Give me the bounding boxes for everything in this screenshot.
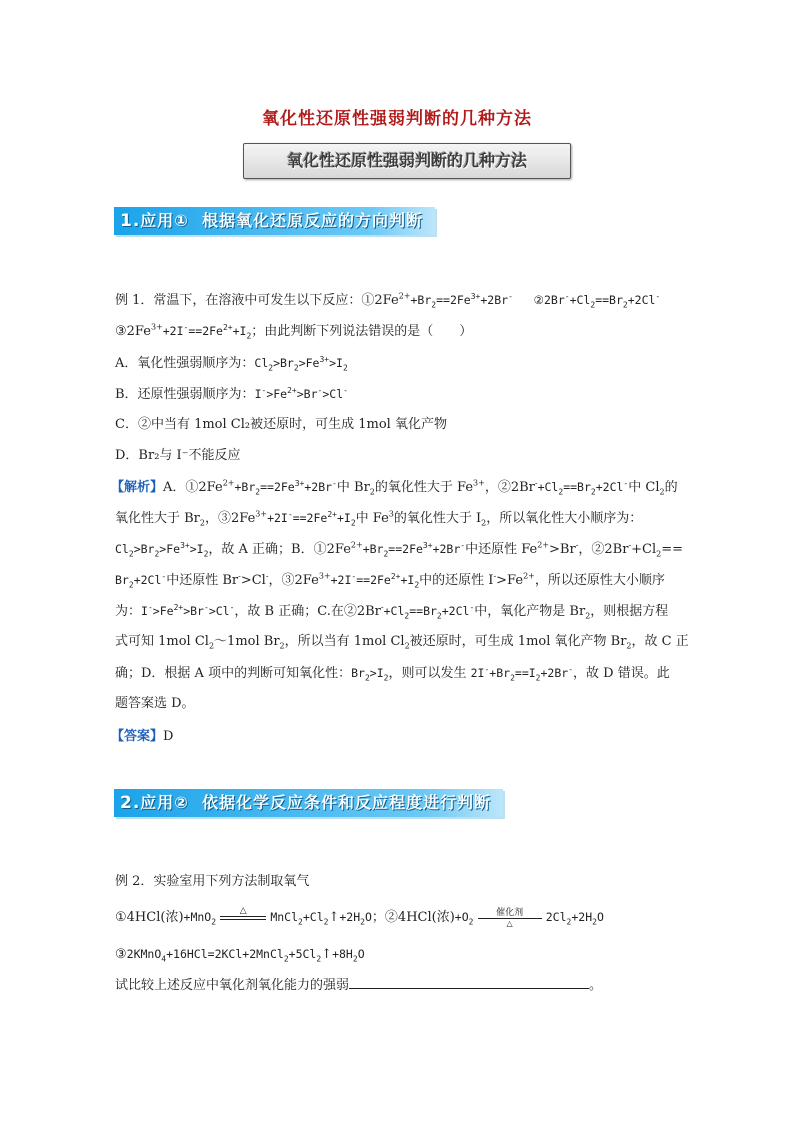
example1-option-d: D．Br₂与 I⁻不能反应 — [115, 448, 241, 463]
analysis-line1: 【解析】A．$①2Fe^{2+}+Br_2==2Fe^{3+}+2Br^-$中 $Br_2$的氧化性大于 $Fe^{3+}$，$②2Br^-+Cl_2==Br_2+2Cl^-$中 $Cl_2$的 — [111, 478, 678, 497]
analysis-line3: $Cl_2>Br_2>Fe^{3+}>I_2$，故 A 正确；B．$①2Fe^{2+}+Br_2==2Fe^{3+}+2Br^-$中还原性 $Fe^{2+}>Br^-$，$②2Br^-+Cl_2==$ — [115, 540, 684, 559]
analysis-line7: 确；D．根据 A 项中的判断可知氧化性：$Br_2>I_2$，则可以发生 $2I^-+Br_2==I_2+2Br^-$，故 D 错误。此 — [115, 665, 670, 683]
example2-question — [115, 976, 602, 995]
section-label: 应用① — [140, 211, 189, 230]
analysis-tag: 【解析】 — [111, 480, 164, 495]
answer-blank[interactable] — [349, 976, 589, 989]
option-b-label: B．还原性强弱顺序为： — [115, 387, 255, 402]
option-a-label: A．氧化性强弱顺序为： — [115, 356, 255, 371]
answer-value: D — [163, 729, 174, 744]
analysis-line8: 题答案选 D。 — [115, 696, 195, 711]
boxed-title: 氧化性还原性强弱判断的几种方法 — [243, 143, 571, 179]
example1-stem-line1: 例 1．常温下，在溶液中可发生以下反应：$①2Fe^{2+}+Br_2==2Fe^{3+}+2Br^-$ $②2Br^-+Cl_2==Br_2+2Cl^-$ — [115, 291, 661, 310]
example1-stem-b: ③2Fe — [115, 324, 151, 339]
section-text: 依据化学反应条件和反应程度进行判断 — [202, 793, 492, 812]
catalyst-label: 催化剂 — [496, 907, 524, 918]
catalyst-condition — [478, 908, 542, 928]
answer-tag: 【答案】 — [111, 729, 164, 744]
section-text: 根据氧化还原反应的方向判断 — [202, 211, 424, 230]
heat-symbol: △ — [239, 906, 247, 916]
example1-stem: 例 1．常温下，在溶液中可发生以下反应：①2Fe — [115, 293, 399, 308]
example1-stem-line2: $③2Fe^{3+}+2I^-==2Fe^{2+}+I_2$；由此判断下列说法错误的是（ ） — [115, 322, 473, 341]
example2-reactions-line1: ①4HCl(浓)+MnO$_2$ △ $MnCl_2+Cl_2↑+2H_2O$；②4HCl(浓)$+O_2$ 催化剂 △ $2Cl_2+2H_2O$ — [115, 906, 604, 928]
end-mark: 。 — [589, 978, 603, 993]
page-title: 氧化性还原性强弱判断的几种方法 — [262, 109, 532, 129]
heat-condition — [220, 906, 266, 929]
example2-reactions-line2: $③2KMnO_4+16HCl=2KCl+2MnCl_2+5Cl_2↑+8H_2O$ — [115, 947, 365, 964]
heat-symbol-2: △ — [506, 918, 513, 928]
answer-line — [111, 728, 173, 746]
example1-option-b: B．还原性强弱顺序为：$I^->Fe^{2+}>Br^->Cl^-$ — [115, 386, 348, 402]
example1-stem-tail: ；由此判断下列说法错误的是（ ） — [251, 324, 473, 339]
section-banner-1 — [114, 207, 435, 235]
example1-option-a: A．氧化性强弱顺序为：$Cl_2>Br_2>Fe^{3+}>I_2$ — [115, 355, 348, 373]
section-num: 2. — [120, 793, 141, 813]
example1-option-c: C．②中当有 1mol Cl₂被还原时，可生成 1mol 氧化产物 — [115, 417, 447, 432]
analysis-line2: 氧化性大于 $Br_2$，$③2Fe^{3+}+2I^-==2Fe^{2+}+I_2$中 Fe$^3$的氧化性大于 $I_2$，所以氧化性大小顺序为： — [115, 509, 643, 528]
example2-stem: 例 2．实验室用下列方法制取氧气 — [115, 874, 310, 889]
section-label: 应用② — [140, 793, 189, 812]
question-text: 试比较上述反应中氧化剂氧化能力的强弱 — [115, 978, 350, 993]
analysis-line5: 为：$I^->Fe^{2+}>Br^->Cl^-$，故 B 正确；C.在$②2Br^-+Cl_2==Br_2+2Cl^-$中，氧化产物是 $Br_2$，则根据方程 — [115, 602, 669, 621]
section-banner-2 — [114, 789, 503, 817]
analysis-line6: 式可知 1mol $Cl_2\sim 1mol$ $Br_2$，所以当有 1mol $Cl_2$被还原时，可生成 1mol 氧化产物 $Br_2$，故 C 正 — [115, 634, 689, 651]
analysis-line4: $Br_2+2Cl^-$中还原性 Br->Cl-，$③2Fe^{3+}+2I^-==2Fe^{2+}+I_2$中的还原性 $I^->Fe^{2+}$，所以还原性大小顺序 — [115, 571, 665, 590]
section-num: 1. — [120, 211, 141, 231]
